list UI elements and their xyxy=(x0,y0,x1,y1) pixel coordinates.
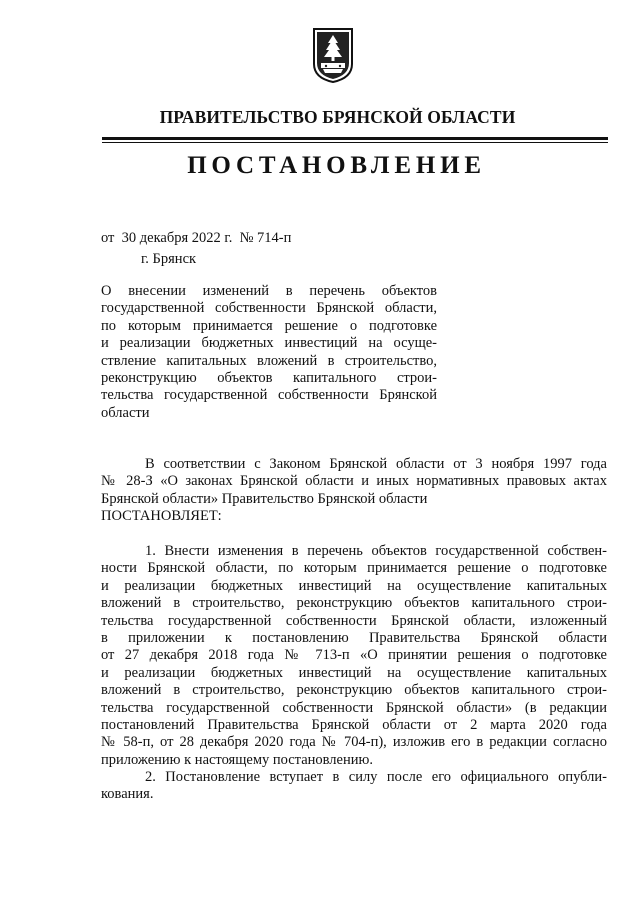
preamble-line: Брянской области» Правительство Брянской области xyxy=(101,490,428,507)
preamble-line: № 28-З «О законах Брянской области и иных нормативных правовых актах xyxy=(101,473,607,490)
item-2-line: кования. xyxy=(101,786,154,803)
item-1-line: приложению к настоящему постановлению. xyxy=(101,751,373,768)
item-2-paragraph xyxy=(101,769,607,804)
subject-line: и реализации бюджетных инвестиций на осуще- xyxy=(101,335,437,352)
preamble-paragraph xyxy=(101,456,607,526)
organization-title: ПРАВИТЕЛЬСТВО БРЯНСКОЙ ОБЛАСТИ xyxy=(159,107,516,127)
subject-line: тельства государственной собственности Брянской xyxy=(101,387,437,404)
item-1-line: постановлений Правительства Брянской области от 2 марта 2020 года xyxy=(101,716,607,733)
item-1-line: от 27 декабря 2018 года № 713-п «О принятии решения о подготовке xyxy=(101,647,607,664)
item-1-line: вложений в строительство, реконструкцию объектов капитального строи- xyxy=(101,595,607,612)
item-1-line: и реализации бюджетных инвестиций на осуществление капитальных xyxy=(101,664,607,681)
header-divider-thin xyxy=(102,142,608,143)
item-1-line: тельства государственной собственности Брянской области» (в редакции xyxy=(101,699,607,716)
subject-line: ствление капитальных вложений в строительство, xyxy=(101,352,437,369)
item-1-line: и реализации бюджетных инвестиций на осуществление капитальных xyxy=(101,577,607,594)
item-2-line: 2. Постановление вступает в силу после его официального опубли- xyxy=(145,769,607,785)
resolves-keyword: ПОСТАНОВЛЯЕТ: xyxy=(101,508,222,525)
subject-line: по которым принимается решение о подготовке xyxy=(101,317,437,334)
item-1-line: ности Брянской области, по которым принимается решение о подготовке xyxy=(101,560,607,577)
header-divider-thick xyxy=(102,137,608,140)
item-1-line: № 58-п, от 28 декабря 2020 года № 704-п), изложив его в редакции согласно xyxy=(101,734,607,751)
city-line: г. Брянск xyxy=(141,251,197,267)
preamble-line: В соответствии с Законом Брянской области от 3 ноября 1997 года xyxy=(145,456,607,472)
subject-line: О внесении изменений в перечень объектов xyxy=(101,283,437,299)
item-1-paragraph xyxy=(101,543,607,769)
item-1-line: в приложении к постановлению Правительства Брянской области xyxy=(101,629,607,646)
item-1-line: 1. Внести изменения в перечень объектов государственной собствен- xyxy=(145,543,607,559)
date-number-line: от 30 декабря 2022 г. № 714-п xyxy=(101,230,292,246)
document-subject xyxy=(101,283,437,422)
item-1-line: вложений в строительство, реконструкцию объектов капитального строи- xyxy=(101,682,607,699)
subject-line: государственной собственности Брянской области, xyxy=(101,300,437,317)
subject-line: реконструкцию объектов капитального строи- xyxy=(101,369,437,386)
subject-line: области xyxy=(101,404,150,421)
document-type-title: ПОСТАНОВЛЕНИЕ xyxy=(187,152,486,179)
item-1-line: тельства государственной собственности Брянской области, изложенный xyxy=(101,612,607,629)
bryansk-coat-of-arms-icon xyxy=(311,26,355,84)
